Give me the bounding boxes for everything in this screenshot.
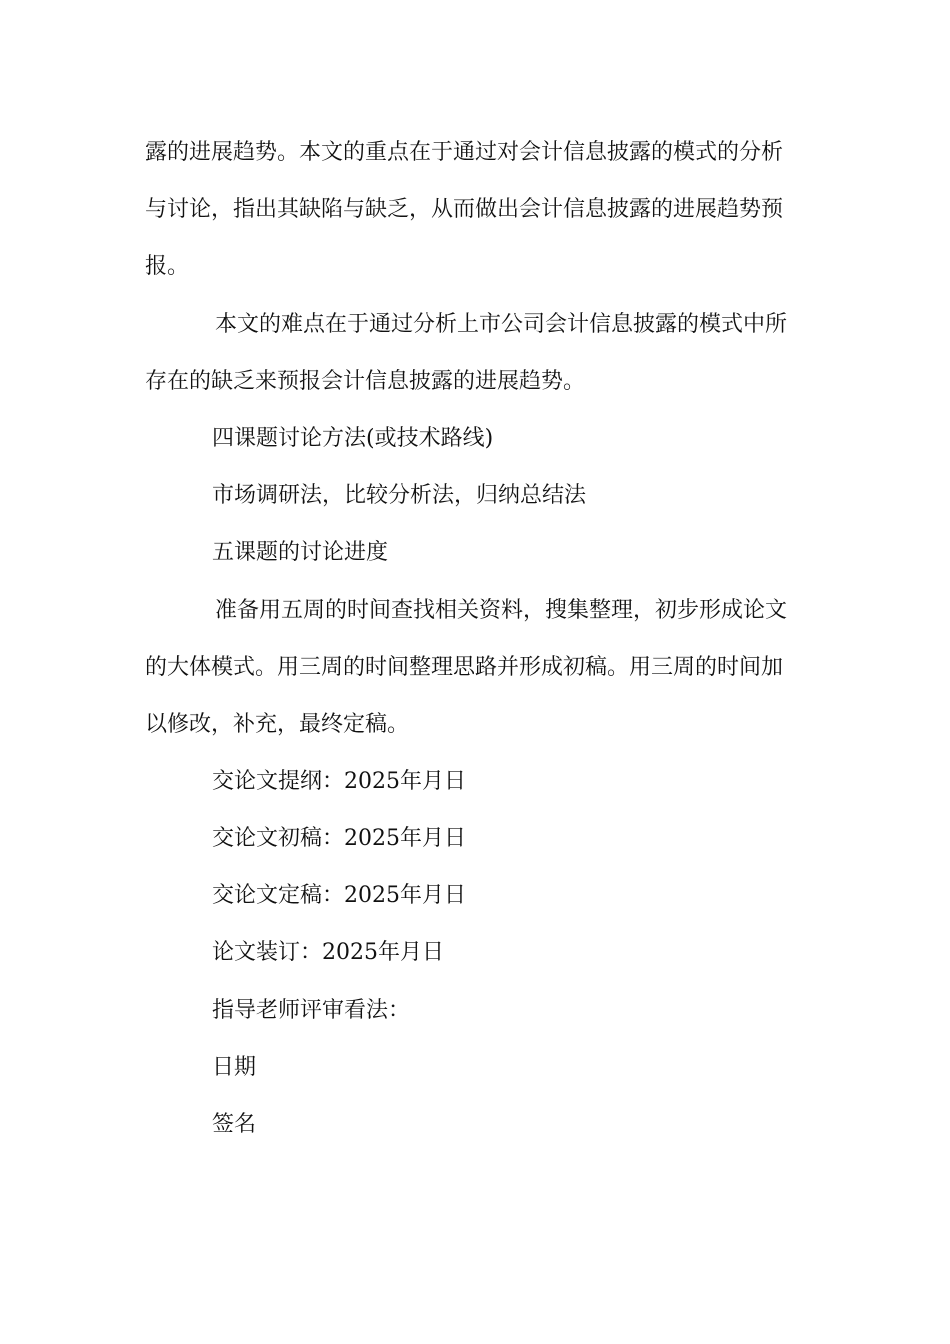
paragraph-3-line-1: 准备用五周的时间查找相关资料，搜集整理，初步形成论文 — [215, 598, 788, 623]
paragraph-2-line-1: 本文的难点在于通过分析上市公司会计信息披露的模式中所 — [215, 312, 788, 337]
paragraph-3-line-3: 以修改，补充，最终定稿。 — [145, 712, 410, 737]
paragraph-1-line-2: 与讨论，指出其缺陷与缺乏，从而做出会计信息披露的进展趋势预 — [145, 197, 784, 222]
schedule-draft: 交论文初稿：2025年月日 — [212, 826, 466, 851]
schedule-outline: 交论文提纲：2025年月日 — [212, 769, 466, 794]
paragraph-2-line-2: 存在的缺乏来预报会计信息披露的进展趋势。 — [145, 369, 586, 394]
paragraph-3-line-2: 的大体模式。用三周的时间整理思路并形成初稿。用三周的时间加 — [145, 655, 784, 680]
schedule-final: 交论文定稿：2025年月日 — [212, 883, 466, 908]
research-methods: 市场调研法，比较分析法，归纳总结法 — [212, 483, 587, 508]
section-4-heading: 四课题讨论方法(或技术路线) — [212, 426, 494, 451]
schedule-binding: 论文装订：2025年月日 — [212, 940, 444, 965]
signature-label: 签名 — [212, 1112, 257, 1137]
paragraph-1-line-3: 报。 — [145, 254, 190, 279]
advisor-opinion-label: 指导老师评审看法： — [212, 998, 411, 1023]
section-5-heading: 五课题的讨论进度 — [212, 540, 389, 565]
paragraph-1-line-1: 露的进展趋势。本文的重点在于通过对会计信息披露的模式的分析 — [145, 140, 784, 165]
date-label: 日期 — [212, 1055, 257, 1080]
